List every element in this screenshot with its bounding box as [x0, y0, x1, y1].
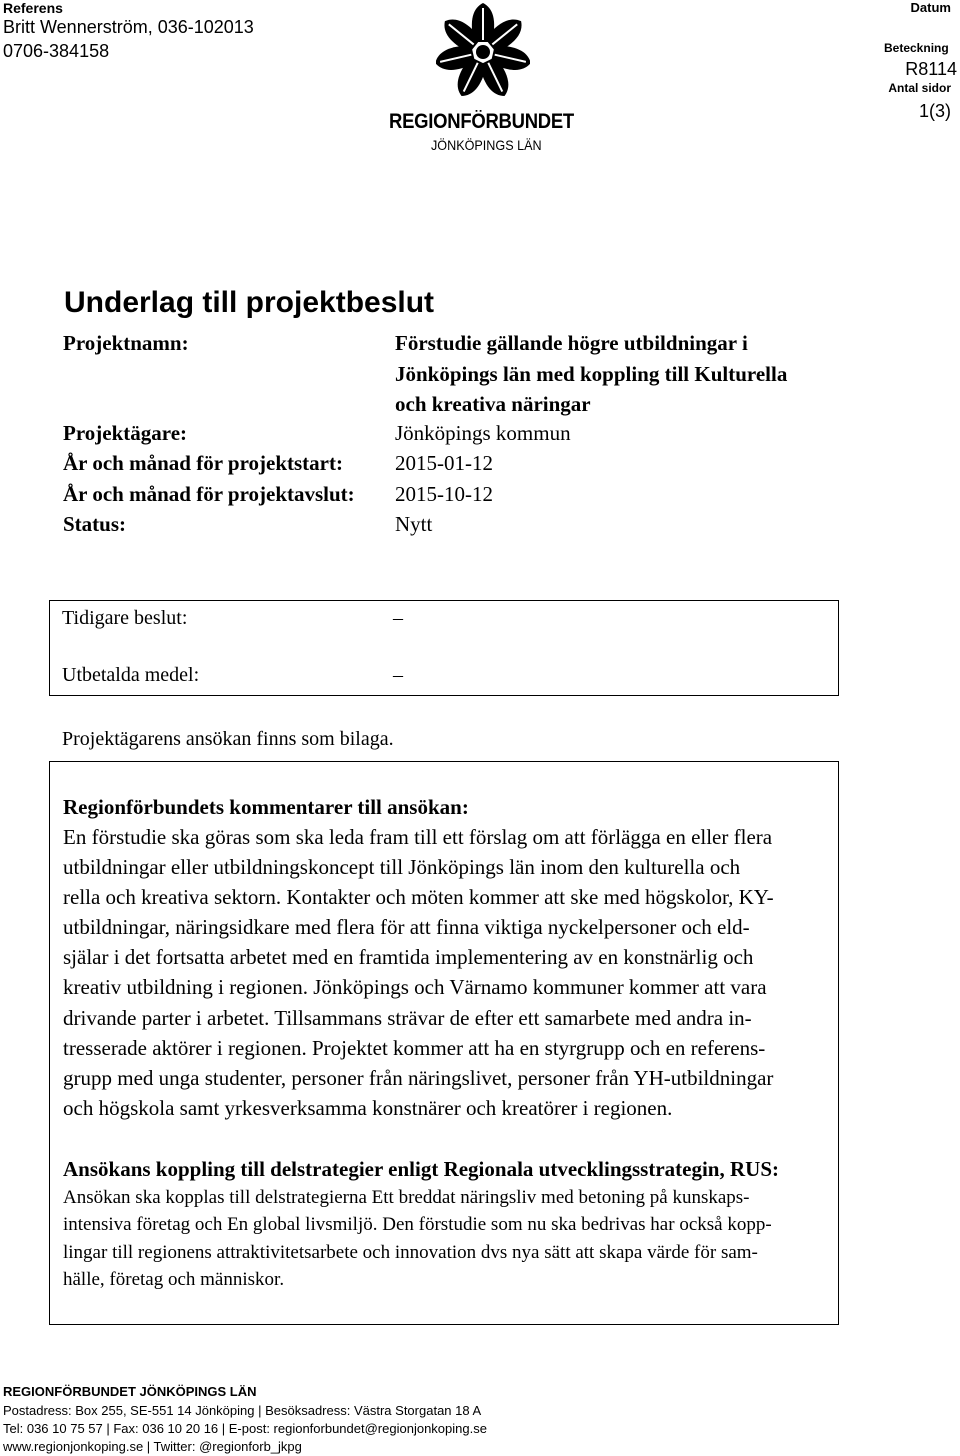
previous-decision-label: Tidigare beslut:	[62, 607, 188, 629]
reference-label: Referens	[3, 0, 63, 16]
footer-web: www.regionjonkoping.se | Twitter: @regionforb_jkpg	[3, 1439, 302, 1454]
reference-phone: 0706-384158	[3, 41, 110, 61]
page-title: Underlag till projektbeslut	[64, 286, 435, 319]
org-name: REGIONFÖRBUNDET	[389, 110, 574, 133]
pages-label: Antal sidor	[888, 81, 951, 95]
project-name-label: Projektnamn:	[63, 331, 189, 355]
start-label: År och månad för projektstart:	[63, 451, 343, 475]
footer-org: REGIONFÖRBUNDET JÖNKÖPINGS LÄN	[3, 1384, 257, 1399]
owner-value: Jönköpings kommun	[395, 421, 571, 445]
comments-heading: Regionförbundets kommentarer till ansökan:	[63, 795, 469, 819]
footer-address: Postadress: Box 255, SE-551 14 Jönköping | Besöksadress: Västra Storgatan 18 A	[3, 1403, 482, 1418]
comments-body: En förstudie ska göras som ska leda fram till ett förslag om att förlägga en eller flera utbildningar eller utbildningskoncept till Jönköpings län inom den kulturella och rella och kreativa sektorn. Kontakter och möten kommer att ske med högskolor, KY- utbildningar, näringsidkare med flera för att finna viktiga nyckelpersoner och eld- själar i det fortsatta arbetet med en framtida implementering av en konstnärlig och kreativ utbildning i regionen. Jönköpings och Värnamo kommuner kommer att vara drivande parter i arbetet. Tillsammans strävar de efter ett samarbete med andra in- tresserade aktörer i regionen. Projektet kommer att ha en styrgrupp och en referens- grupp med unga studenter, personer från näringslivet, personer från YH-utbildningar och högskola samt yrkesverksamma konstnärer och kreatörer i regionen.	[63, 825, 774, 1120]
paid-funds-value: –	[393, 664, 403, 686]
project-name-line: Förstudie gällande högre utbildningar i	[395, 331, 748, 355]
end-label: År och månad för projektavslut:	[63, 482, 355, 506]
attachment-note: Projektägarens ansökan finns som bilaga.	[62, 728, 394, 750]
org-subtitle: JÖNKÖPINGS LÄN	[431, 137, 542, 153]
logo-flower-icon	[436, 2, 530, 107]
project-name-line: och kreativa näringar	[395, 392, 591, 416]
rus-heading: Ansökans koppling till delstrategier enligt Regionala utvecklingsstrategin, RUS:	[63, 1156, 779, 1181]
pages-value: 1(3)	[918, 101, 951, 121]
date-label: Datum	[910, 0, 951, 15]
rus-body: Ansökan ska kopplas till delstrategierna Ett breddat näringsliv med betoning på kunskaps- intensiva företag och En global livsmiljö. Den förstudie som nu ska bedrivas har också kopp- lingar till regionens attraktivitetsarbete och innovation dvs nya sätt att skapa värde för sam- hälle, företag och människor.	[63, 1186, 772, 1291]
previous-decision-value: –	[393, 607, 403, 629]
start-value: 2015-01-12	[395, 451, 493, 475]
status-label: Status:	[63, 512, 127, 536]
reference-name: Britt Wennerström, 036-102013	[3, 17, 254, 37]
owner-label: Projektägare:	[63, 421, 188, 445]
designation-value: R8114	[905, 59, 957, 79]
project-name-line: Jönköpings län med koppling till Kulturella	[395, 362, 788, 386]
end-value: 2015-10-12	[395, 482, 493, 506]
comments-box	[49, 761, 839, 1325]
status-value: Nytt	[395, 512, 433, 536]
footer-contact: Tel: 036 10 75 57 | Fax: 036 10 20 16 | E-post: regionforbundet@regionjonkoping.se	[3, 1421, 487, 1436]
paid-funds-label: Utbetalda medel:	[62, 664, 200, 686]
designation-label: Beteckning	[884, 41, 949, 55]
